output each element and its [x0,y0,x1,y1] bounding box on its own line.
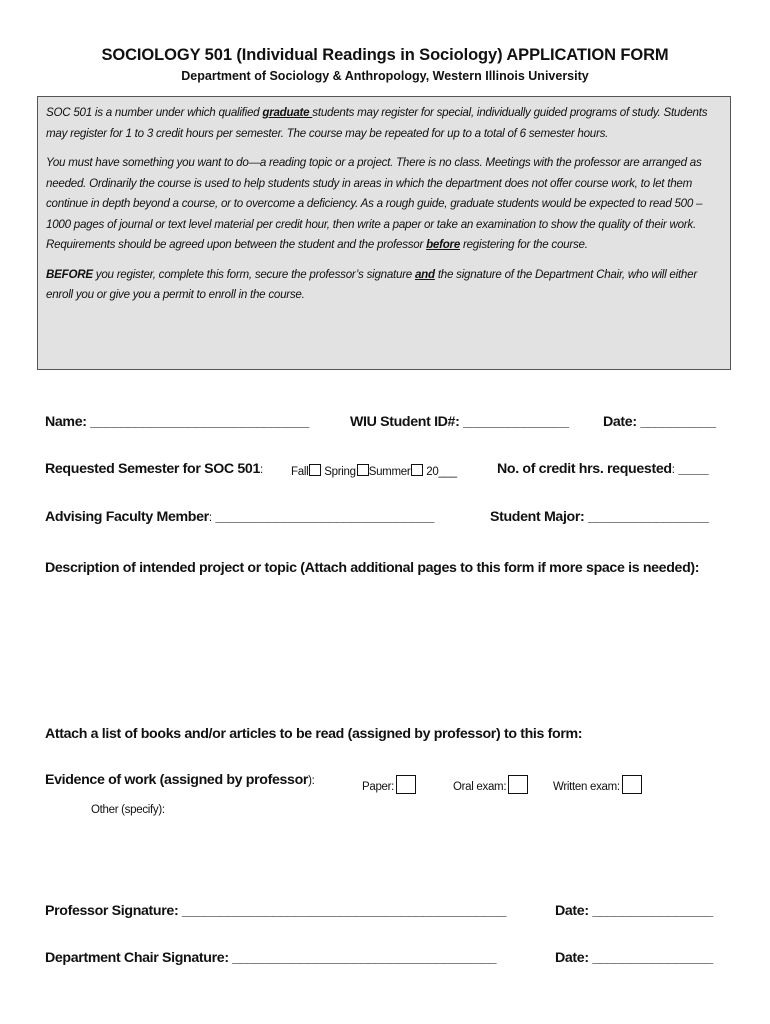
p3-text-c: the signature of the Department Chair, who will either enroll you or give you a permit to enroll in the course. [46,267,697,301]
summer-label: Summer [368,466,411,478]
evidence-label [45,772,315,788]
student-id-field[interactable] [350,414,569,430]
p1-text-b: students may register for special, individually guided programs of study. Students may register for 1 to 3 credit hours per semester. The course may be repeated for up to a total of 6 semester hours. [46,106,708,140]
professor-date-line: ________________ [592,903,713,919]
advisor-colon: : [208,512,212,524]
semester-colon: : [260,464,263,476]
p3-emphasis-before: BEFORE [46,267,93,281]
oral-exam-checkbox[interactable] [508,775,528,794]
advisor-line: _____________________________ [215,509,435,525]
p2-emphasis: before [426,238,461,251]
chair-signature-field[interactable] [45,950,496,966]
p3-emphasis-and: and [414,267,435,281]
semester-options [291,464,457,478]
name-line: _____________________________ [90,414,309,430]
p3-text-b: you register, complete this form, secure the professor’s signature [92,267,415,281]
other-specify-field[interactable]: Other (specify): [91,804,165,816]
credit-hours-field[interactable] [497,461,708,477]
paper-label: Paper: [362,781,395,793]
credit-hours-colon: : [671,464,675,476]
instructions-box [37,96,731,370]
date-field[interactable] [603,414,716,430]
professor-signature-label: Professor Signature: [45,903,182,919]
semester-label [45,461,263,477]
description-area[interactable] [45,600,725,710]
instructions-paragraph-1 [46,103,722,144]
chair-date-field[interactable] [555,950,713,966]
professor-signature-line: ___________________________________________ [181,903,507,919]
advisor-label: Advising Faculty Member [45,509,209,525]
name-field[interactable] [45,414,309,430]
major-label: Student Major: [490,509,588,525]
attach-list-label: Attach a list of books and/or articles to be read (assigned by professor) to this form: [45,726,583,742]
summer-checkbox[interactable] [411,464,423,476]
student-id-label: WIU Student ID#: [350,414,464,430]
student-id-line: ______________ [463,414,569,430]
description-label: Description of intended project or topic (Attach additional pages to this form if more space is needed): [45,560,700,576]
year-line: ___ [438,466,457,478]
evidence-label-text: Evidence of work (assigned by professor [45,772,309,788]
instructions-paragraph-3 [46,265,722,306]
year-label: 20 [426,466,439,478]
paper-checkbox[interactable] [396,775,416,794]
professor-date-label: Date: [555,903,593,919]
p1-text-a: SOC 501 is a number under which qualified [46,106,263,119]
fall-checkbox[interactable] [309,464,321,476]
professor-signature-field[interactable] [45,903,506,919]
date-line: __________ [640,414,716,430]
oral-exam-label: Oral exam: [453,781,507,793]
chair-date-label: Date: [555,950,593,966]
oral-exam-option [453,775,528,794]
spring-checkbox[interactable] [357,464,369,476]
credit-hours-line: ____ [678,461,709,477]
major-field[interactable] [490,509,709,525]
written-exam-checkbox[interactable] [622,775,642,794]
advisor-field[interactable] [45,509,434,525]
chair-signature-label: Department Chair Signature: [45,950,233,966]
p1-emphasis: graduate [262,106,313,119]
written-exam-option [553,775,642,794]
date-label: Date: [603,414,641,430]
professor-date-field[interactable] [555,903,713,919]
paper-option [362,775,416,794]
year-field[interactable] [426,466,457,478]
chair-date-line: ________________ [592,950,713,966]
p2-text-a: You must have something you want to do—a reading topic or a project. There is no class. Meetings with the professor are arranged as needed. Ordinarily the course is used to help students study in areas in which the department does not offer course work, to let them continue in depth beyond a course, or to overcome a deficiency. As a rough guide, graduate students would be expected to read 500 – 1000 pages of journal or text level material per credit hour, then write a paper or take an examination to show the quality of their work. Requirements should be agreed upon between the student and the professor [46,156,703,251]
chair-signature-line: ___________________________________ [232,950,497,966]
spring-label: Spring [324,466,356,478]
department-subtitle: Department of Sociology & Anthropology, Western Illinois University [181,69,589,83]
semester-label-text: Requested Semester for SOC 501 [45,461,261,477]
p2-text-b: registering for the course. [460,238,588,251]
fall-label: Fall [291,466,309,478]
written-exam-label: Written exam: [553,781,620,793]
major-line: ________________ [588,509,709,525]
credit-hours-label: No. of credit hrs. requested [497,461,672,477]
evidence-suffix: ): [308,775,315,787]
instructions-paragraph-2 [46,153,722,256]
name-label: Name: [45,414,91,430]
form-title: SOCIOLOGY 501 (Individual Readings in Sociology) APPLICATION FORM [101,46,669,64]
